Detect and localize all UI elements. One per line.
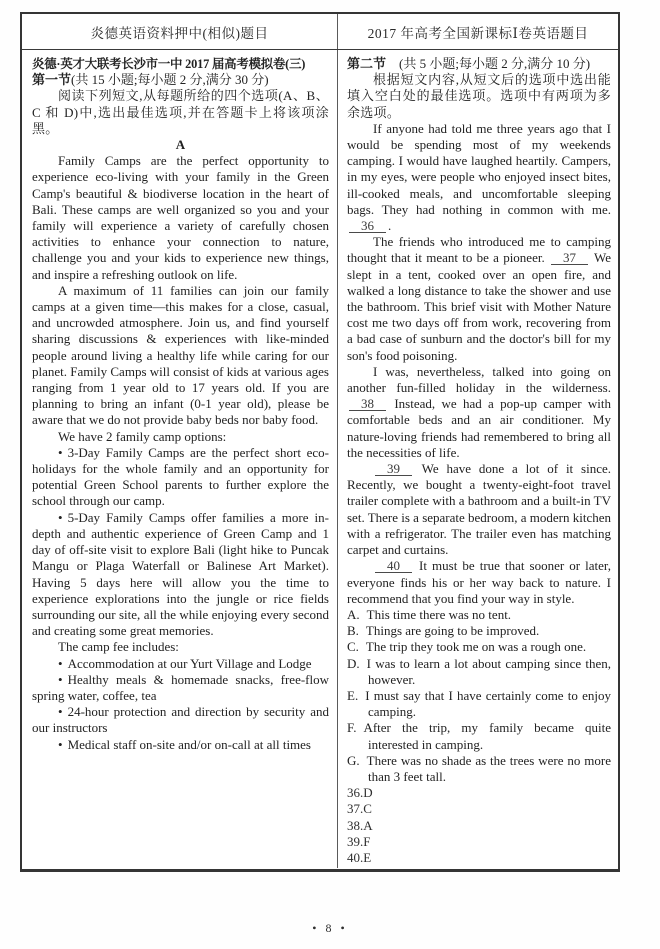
option-text: After the trip, my family became quite interested in camping. (363, 720, 611, 752)
fee-item (32, 656, 329, 672)
bullet-icon: • (58, 444, 63, 460)
comparison-table (20, 12, 620, 872)
cloze-text: The friends who introduced me to camping thought that it meant to be a pioneer. (347, 234, 611, 266)
option-item (347, 639, 611, 655)
blank-38: 38 (349, 397, 386, 411)
answer-line: 36.D (347, 785, 373, 801)
bullet-text: 3-Day Family Camps are the perfect short eco-holidays for the whole family and an opportunity for potential Green School parents to further explore the school through our camp. (32, 444, 329, 509)
section-1-instructions: 阅读下列短文,从每题所给的四个选项(A、B、C 和 D)中,选出最佳选项,并在答题卡上将该项涂黑。 (32, 88, 329, 136)
option-letter: E. (347, 687, 359, 703)
fee-intro: The camp fee includes: (58, 639, 179, 655)
left-column (22, 50, 338, 868)
right-column (338, 50, 618, 868)
bullet-icon: • (58, 736, 63, 752)
passage-paragraph: A maximum of 11 families can join our family camps at a given time—this makes for a close, casual, and uncrowded atmosphere. Join us, and find yourself sharing discussions & experiences with like-minded people around living a healthy life while caring for our planet. Family Camps will consist of kids at various ages ranging from 1 year old to 17 years old. If you are planning to bring an infant (0-1 year old), please be aware that we do not provide baby beds nor baby food. (32, 282, 329, 428)
section-1-heading (32, 72, 329, 88)
cloze-text: . (388, 218, 392, 234)
passage-paragraph: Family Camps are the perfect opportunity to experience eco-living with your family in the Green Camp's beautiful & biodiverse location in the heart of Bali. These camps are well organized so you and your family will experience a variety of carefully chosen activities to enhance your connection to nature, challenge you and your kids to experience new things, and inspire a refreshing outlook on life. (32, 153, 329, 282)
option-item (347, 623, 611, 639)
passage-label: A (175, 137, 186, 153)
answer-line: 38.A (347, 817, 373, 833)
option-text: I must say that I have certainly come to enjoy camping. (365, 687, 611, 720)
option-letter: D. (347, 655, 360, 671)
cloze-text: If anyone had told me three years ago that I would be spending most of my weekends camping. I would have laughed heartily. Campers, in my eyes, were people who enjoyed insect bites, ill-cooked meals, and uncomfortable sleeping bags. They had nothing in common with me. (347, 120, 611, 217)
option-item (347, 688, 611, 720)
bullet-icon: • (58, 655, 63, 671)
camp-options-intro: We have 2 family camp options: (58, 428, 227, 444)
blank-40: 40 (375, 559, 412, 573)
cloze-text: We have done a lot of it since. Recently, we bought a twenty-eight-foot travel trailer complete with a bathroom and a built-in TV set. There is a separate bedroom, a modern kitchen with a refrigerator. The trailer even has matching carpet and curtains. (347, 461, 611, 558)
fee-item-text: Healthy meals & homemade snacks, free-flow spring water, coffee, tea (32, 671, 329, 703)
section-2-instructions: 根据短文内容,从短文后的选项中选出能填入空白处的最佳选项。选项中有两项为多余选项。 (347, 72, 611, 120)
paper-title: 炎德·英才大联考长沙市一中 2017 届高考模拟卷(三) (32, 57, 306, 71)
option-text: There was no shade as the trees were no more than 3 feet tall. (366, 752, 611, 784)
bullet-icon: • (58, 509, 63, 525)
blank-37: 37 (551, 251, 588, 265)
blank-39: 39 (375, 462, 412, 476)
section-2-label: 第二节 (347, 56, 387, 71)
cloze-text: Instead, we had a pop-up camper with comfortable beds and an air conditioner. My nature-loving friends had remembered to bring all the necessities of life. (347, 396, 611, 460)
header-cell-left: 炎德英语资料押中(相似)题目 (22, 14, 338, 49)
bullet-text: 5-Day Family Camps offer families a more in-depth and authentic experience of Green Camp and 1 day of off-site visit to explore Bali (light hike to Puncak Mangu or Plaga Waterfall or Balinese Art Market). Having 5 days here will allow you the time to experience explorations into the jungle or rice fields surrounding our site, all the while enjoying every second and creating some great memories. (32, 509, 329, 639)
bullet-item (32, 510, 329, 640)
option-text: Things are going to be improved. (365, 623, 540, 639)
bullet-item (32, 445, 329, 510)
option-item (347, 753, 611, 785)
page-number: • 8 • (312, 921, 348, 935)
table-body-row (22, 50, 618, 868)
fee-item-text: Accommodation at our Yurt Village and Lodge (67, 655, 312, 671)
option-text: The trip they took me on was a rough one. (365, 639, 587, 655)
table-header-row (22, 14, 618, 50)
bullet-icon: • (58, 671, 63, 687)
answer-line: 37.C (347, 801, 372, 817)
cloze-text: I was, nevertheless, talked into going on another fun-filled holiday in the wilderness. (347, 363, 611, 396)
cloze-paragraph (347, 364, 611, 461)
option-item (347, 656, 611, 688)
option-text: This time there was no tent. (366, 606, 512, 622)
cloze-text: It must be true that sooner or later, everyone finds his or her way back to nature. I recommend that you find your way in style. (347, 558, 611, 606)
header-cell-right: 2017 年高考全国新课标Ⅰ卷英语题目 (367, 25, 589, 41)
cloze-text: We slept in a tent, cooked over an open fire, and walked a long distance to take the shower and use the bathroom. This brief visit with Mother Nature cost me two days off from work, recovering from a bad case of sunburn and the doctor's bill for my son's food poisoning. (347, 250, 611, 363)
option-item (347, 607, 611, 623)
option-letter: F. (347, 720, 357, 736)
cloze-paragraph (347, 234, 611, 364)
section-1-meta: (共 15 小题;每小题 2 分,满分 30 分) (71, 72, 269, 88)
blank-36: 36 (349, 219, 386, 233)
fee-item (32, 704, 329, 736)
cloze-paragraph (347, 121, 611, 234)
answer-line: 39.F (347, 833, 371, 849)
option-item (347, 720, 611, 752)
fee-item-text: Medical staff on-site and/or on-call at all times (67, 736, 311, 752)
option-letter: G. (347, 752, 360, 768)
option-letter: A. (347, 606, 360, 622)
section-2-heading (347, 56, 611, 72)
cloze-paragraph (347, 558, 611, 607)
section-1-label: 第一节 (32, 72, 72, 88)
fee-item (32, 672, 329, 704)
option-text: I was to learn a lot about camping since then, however. (366, 655, 611, 687)
option-letter: C. (347, 639, 359, 655)
section-2-meta: (共 5 小题;每小题 2 分,满分 10 分) (386, 56, 591, 71)
fee-item-text: 24-hour protection and direction by security and our instructors (32, 704, 329, 736)
cloze-paragraph (347, 461, 611, 558)
fee-item (32, 737, 329, 753)
bullet-icon: • (58, 704, 63, 720)
answer-line: 40.E (347, 849, 372, 865)
option-letter: B. (347, 623, 359, 639)
